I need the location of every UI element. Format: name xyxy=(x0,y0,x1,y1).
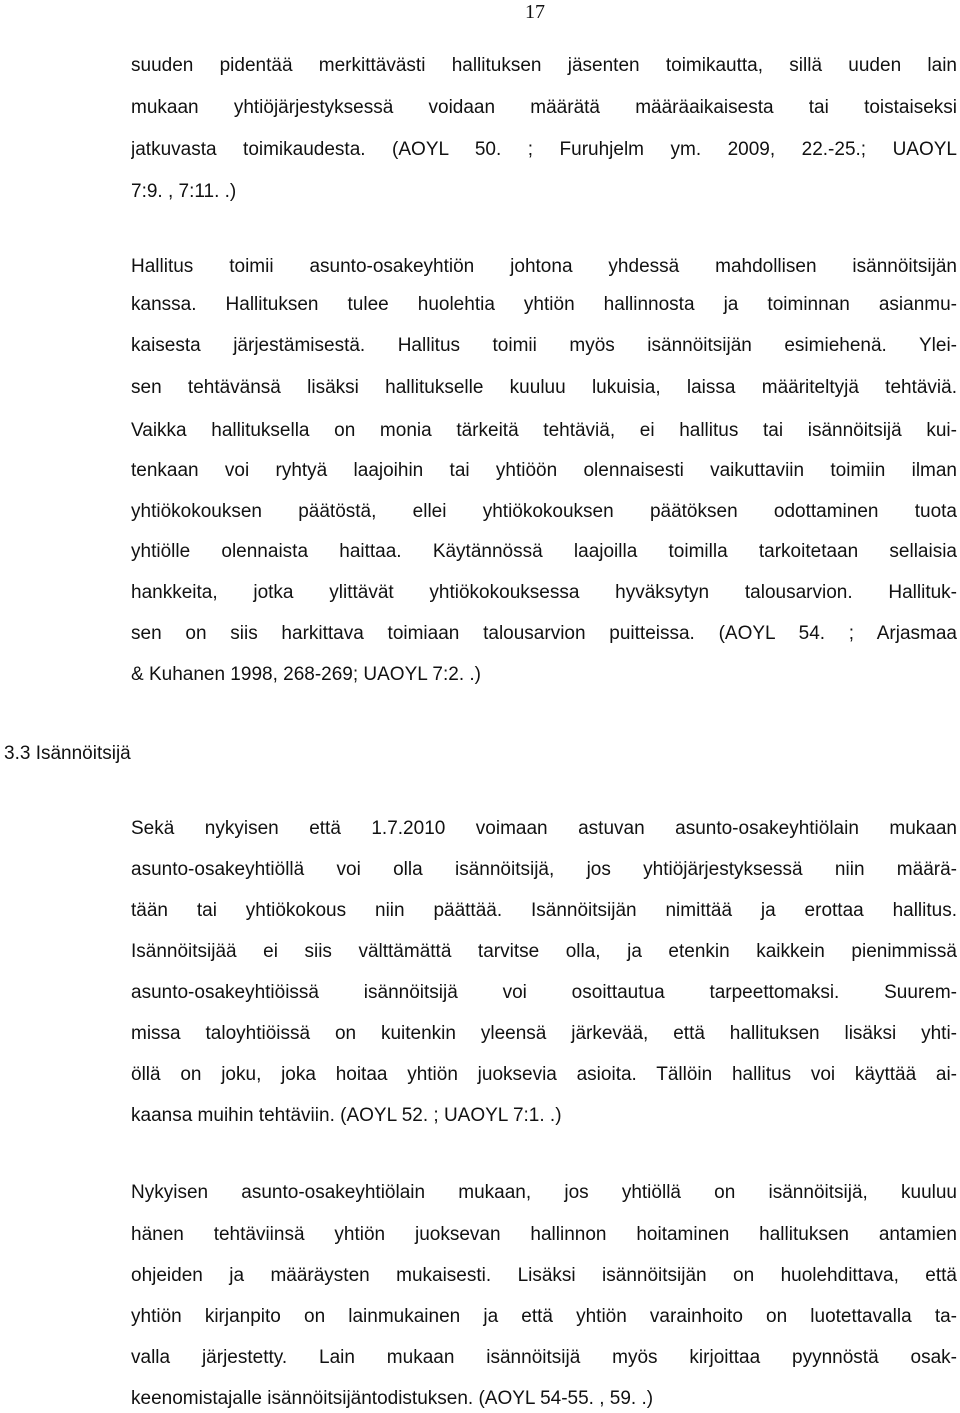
text-line: 7:9. , 7:11. .) xyxy=(131,181,237,202)
text-line: Hallitus toimii asunto-osakeyhtiön johtona yhdessä mahdollisen isännöitsijän xyxy=(131,256,957,277)
text-line: asunto-osakeyhtiöllä voi olla isännöitsijä, jos yhtiöjärjestyksessä niin määrä- xyxy=(131,859,957,880)
text-line: tään tai yhtiökokous niin päättää. Isännöitsijän nimittää ja erottaa hallitus. xyxy=(131,900,957,921)
text-line: yhtiön kirjanpito on lainmukainen ja että yhtiön varainhoito on luotettavalla ta- xyxy=(131,1306,957,1327)
text-line: hänen tehtäviinsä yhtiön juoksevan hallinnon hoitaminen hallituksen antamien xyxy=(131,1224,957,1245)
page-number: 17 xyxy=(525,1,545,23)
text-line: & Kuhanen 1998, 268-269; UAOYL 7:2. .) xyxy=(131,664,481,685)
text-line: Nykyisen asunto-osakeyhtiölain mukaan, jos yhtiöllä on isännöitsijä, kuuluu xyxy=(131,1182,957,1203)
text-line: ohjeiden ja määräysten mukaisesti. Lisäksi isännöitsijän on huolehdittava, että xyxy=(131,1265,957,1286)
text-line: missa taloyhtiöissä on kuitenkin yleensä järkevää, että hallituksen lisäksi yhti- xyxy=(131,1023,957,1044)
text-line: kaisesta järjestämisestä. Hallitus toimii myös isännöitsijän esimiehenä. Ylei- xyxy=(131,335,957,356)
text-line: tenkaan voi ryhtyä laajoihin tai yhtiöön olennaisesti vaikuttaviin toimiin ilman xyxy=(131,460,957,481)
text-line: öllä on joku, joka hoitaa yhtiön juoksevia asioita. Tällöin hallitus voi käyttää ai- xyxy=(131,1064,957,1085)
text-line: sen tehtävänsä lisäksi hallitukselle kuuluu lukuisia, laissa määriteltyjä tehtäviä. xyxy=(131,377,957,398)
text-line: valla järjestetty. Lain mukaan isännöitsijä myös kirjoittaa pyynnöstä osak- xyxy=(131,1347,957,1368)
text-line: keenomistajalle isännöitsijäntodistuksen. (AOYL 54-55. , 59. .) xyxy=(131,1388,654,1409)
text-line: Isännöitsijää ei siis välttämättä tarvitse olla, ja etenkin kaikkein pienimmissä xyxy=(131,941,957,962)
text-line: kanssa. Hallituksen tulee huolehtia yhtiön hallinnosta ja toiminnan asianmu- xyxy=(131,294,957,315)
text-line: hankkeita, jotka ylittävät yhtiökokouksessa hyväksytyn talousarvion. Hallituk- xyxy=(131,582,957,603)
text-line: yhtiölle olennaista haittaa. Käytännössä laajoilla toimilla tarkoitetaan sellaisia xyxy=(131,541,957,562)
section-heading: 3.3 Isännöitsijä xyxy=(4,743,131,764)
text-line: Sekä nykyisen että 1.7.2010 voimaan astuvan asunto-osakeyhtiölain mukaan xyxy=(131,818,957,839)
text-line: asunto-osakeyhtiöissä isännöitsijä voi osoittautua tarpeettomaksi. Suurem- xyxy=(131,982,957,1003)
text-line: sen on siis harkittava toimiaan talousarvion puitteissa. (AOYL 54. ; Arjasmaa xyxy=(131,623,957,644)
text-line: mukaan yhtiöjärjestyksessä voidaan määrätä määräaikaisesta tai toistaiseksi xyxy=(131,97,957,118)
text-line: jatkuvasta toimikaudesta. (AOYL 50. ; Furuhjelm ym. 2009, 22.-25.; UAOYL xyxy=(131,139,957,160)
text-line: yhtiökokouksen päätöstä, ellei yhtiökokouksen päätöksen odottaminen tuota xyxy=(131,501,957,522)
text-line: Vaikka hallituksella on monia tärkeitä tehtäviä, ei hallitus tai isännöitsijä kui- xyxy=(131,420,957,441)
text-line: kaansa muihin tehtäviin. (AOYL 52. ; UAOYL 7:1. .) xyxy=(131,1105,562,1126)
text-line: suuden pidentää merkittävästi hallituksen jäsenten toimikautta, sillä uuden lain xyxy=(131,55,957,76)
